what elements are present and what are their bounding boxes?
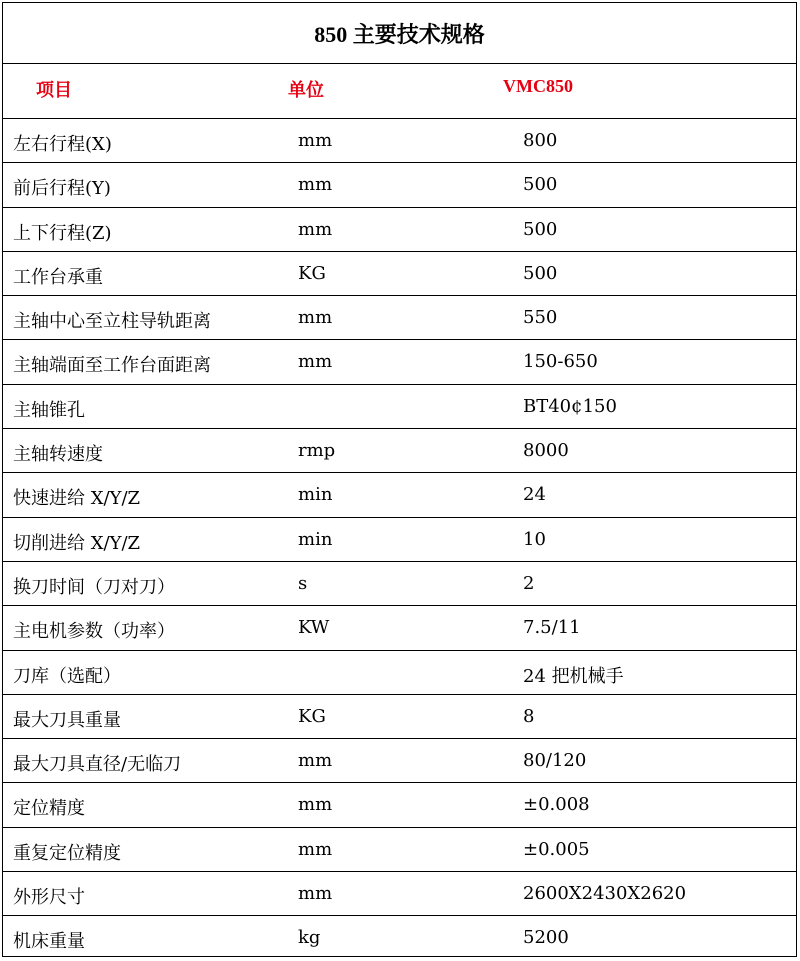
table-row: [3, 562, 796, 606]
spec-table: [2, 2, 797, 957]
table-header: [3, 64, 796, 119]
row-unit: mm: [298, 130, 333, 151]
table-row: [3, 606, 796, 650]
table-row: [3, 651, 796, 695]
table-row: [3, 385, 796, 429]
row-value: 500: [523, 174, 558, 196]
row-unit: mm: [298, 174, 333, 196]
row-item: 机床重量: [13, 931, 85, 953]
header-unit: 单位: [288, 80, 324, 100]
row-item: 换刀时间（刀对刀）: [13, 576, 175, 598]
row-item: 最大刀具直径/无临刀: [13, 754, 182, 776]
table-row: [3, 252, 796, 296]
row-item: 外形尺寸: [13, 887, 85, 909]
table-row: [3, 296, 796, 340]
table-row: [3, 473, 796, 517]
row-item: 切削进给 X/Y/Z: [13, 532, 141, 554]
table-row: [3, 208, 796, 252]
row-item: 前后行程(Y): [13, 178, 111, 200]
row-item: 主电机参数（功率）: [13, 621, 175, 643]
row-value: 7.5/11: [523, 617, 581, 639]
row-unit: KG: [298, 262, 326, 284]
row-unit: mm: [298, 750, 333, 772]
row-value: 2600X2430X2620: [523, 883, 687, 905]
table-row: [3, 163, 796, 207]
row-item: 主轴转速度: [13, 444, 103, 466]
table-row: [3, 828, 796, 872]
row-item: 主轴锥孔: [13, 399, 85, 421]
table-row: [3, 340, 796, 384]
row-unit: mm: [298, 307, 333, 329]
row-unit: s: [298, 572, 308, 594]
row-value: 24: [523, 484, 546, 506]
row-value: ±0.008: [523, 794, 590, 816]
row-unit: mm: [298, 351, 333, 373]
row-item: 上下行程(Z): [13, 222, 112, 244]
row-item: 左右行程(X): [13, 134, 112, 155]
row-item: 工作台承重: [13, 266, 103, 288]
row-unit: KW: [298, 617, 330, 639]
header-model: VMC850: [503, 76, 573, 96]
row-unit: rmp: [298, 440, 336, 462]
row-unit: mm: [298, 794, 333, 816]
row-value: 500: [523, 218, 558, 240]
row-unit: kg: [298, 927, 321, 949]
table-title: 850 主要技术规格: [3, 3, 796, 64]
row-item: 主轴中心至立柱导轨距离: [13, 311, 211, 333]
row-value: 150-650: [523, 351, 598, 373]
table-row: [3, 695, 796, 739]
row-unit: min: [298, 484, 333, 506]
table-row: [3, 119, 796, 163]
row-item: 最大刀具重量: [13, 709, 121, 731]
row-unit: mm: [298, 883, 333, 905]
row-unit: KG: [298, 705, 326, 727]
row-item: 定位精度: [13, 798, 85, 820]
row-value: 800: [523, 130, 558, 151]
row-value: 2: [523, 572, 535, 594]
row-unit: mm: [298, 838, 333, 860]
row-value: 80/120: [523, 750, 587, 772]
table-row: [3, 916, 796, 960]
row-value: 8: [523, 705, 535, 727]
table-row: [3, 518, 796, 562]
row-unit: mm: [298, 218, 333, 240]
row-item: 刀库（选配）: [13, 665, 121, 687]
row-value: BT40¢150: [523, 395, 617, 417]
table-row: [3, 429, 796, 473]
row-value: 24 把机械手: [523, 665, 624, 687]
row-value: 550: [523, 307, 558, 329]
row-value: 10: [523, 528, 546, 550]
row-value: 8000: [523, 440, 569, 462]
row-item: 主轴端面至工作台面距离: [13, 355, 211, 377]
header-item: 项目: [36, 80, 72, 100]
row-unit: min: [298, 528, 333, 550]
row-value: 500: [523, 262, 558, 284]
table-row: [3, 783, 796, 827]
row-item: 快速进给 X/Y/Z: [13, 488, 141, 510]
row-value: 5200: [523, 927, 569, 949]
table-row: [3, 872, 796, 916]
row-value: ±0.005: [523, 838, 590, 860]
table-row: [3, 739, 796, 783]
row-item: 重复定位精度: [13, 842, 121, 864]
table-body: [3, 119, 796, 961]
